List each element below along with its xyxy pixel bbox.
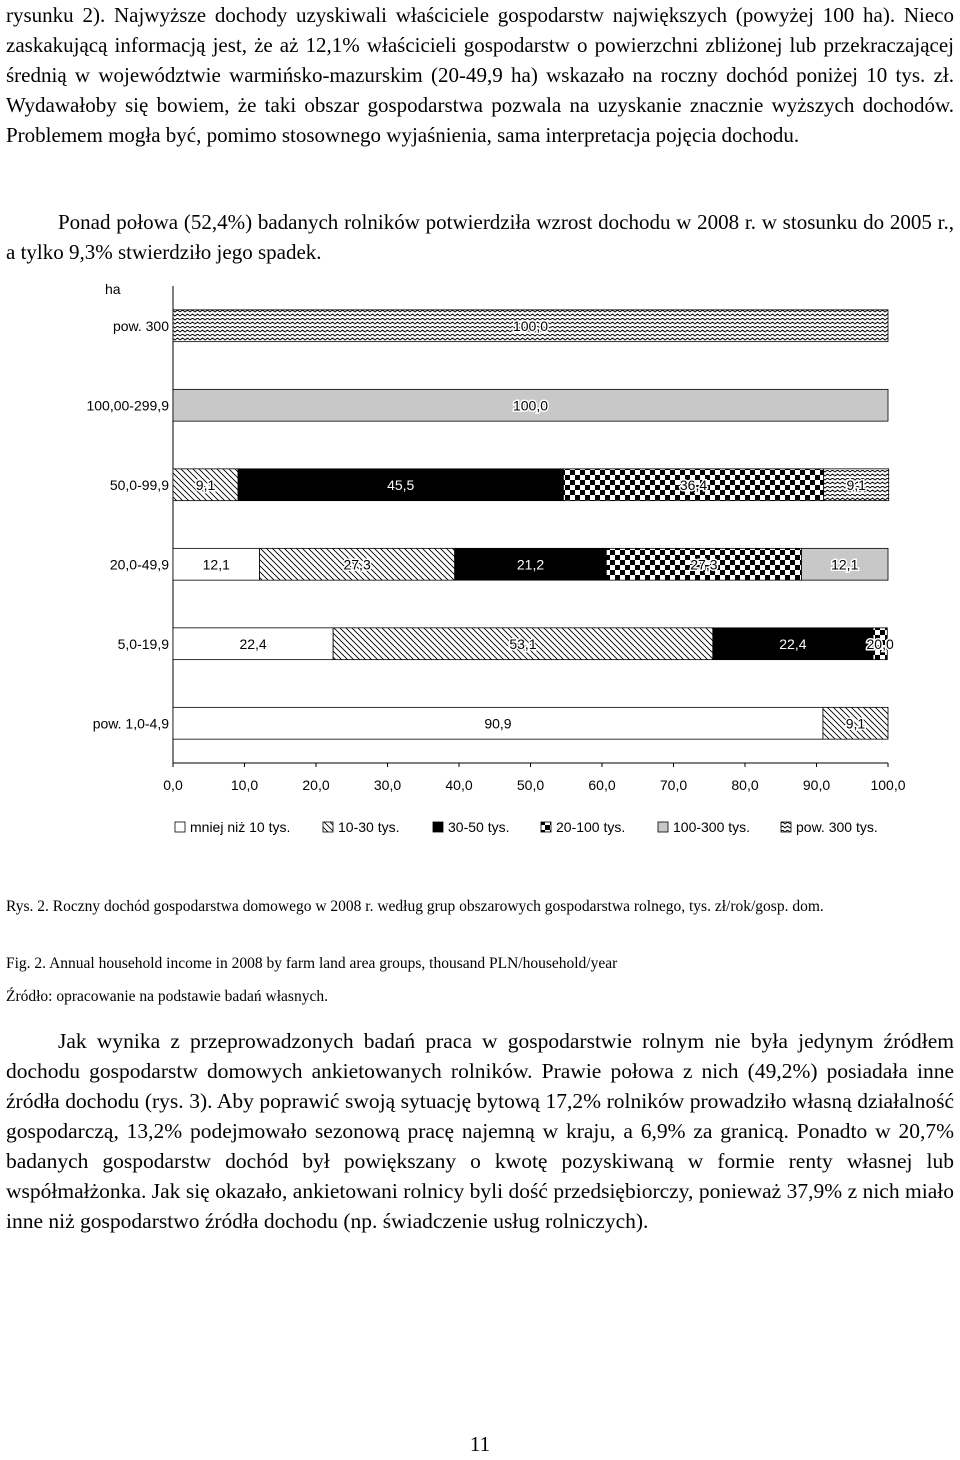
data-label: 53,1 [509,635,537,652]
x-tick-label: 60,0 [588,777,616,793]
data-label: 100,0 [512,397,549,414]
paragraph-1: rysunku 2). Najwyższe dochody uzyskiwali właściciele gospodarstw największych (powyżej 100 ha). Nieco zaskakującą informacją jest, że aż 12,1% właścicieli gospodarstw o powierzchni zbliżonej lub przekraczającej średnią w województwie warmińsko-mazurskim (20-49,9 ha) wskazało na roczny dochód poniżej 10 tys. zł. Wydawałoby się bowiem, że taki obszar gospodarstwa pozwala na uzyskanie znacznie wyższych dochodów. Problemem mogła być, pomimo stosownego wyjaśnienia, sama interpretacja pojęcia dochodu. [6,3,954,147]
data-label: 9,1 [845,715,866,732]
data-label: 27,3 [343,556,371,573]
x-tick-label: 40,0 [445,777,473,793]
category-label: pow. 300 [112,317,169,334]
category-label: 50,0-99,9 [109,476,169,493]
legend-swatch [175,822,185,832]
figure-source: Źródło: opracowanie na podstawie badań własnych. [6,988,328,1005]
x-tick-label: 0,0 [163,777,183,793]
category-label: 20,0-49,9 [109,556,169,573]
x-tick-label: 10,0 [230,777,259,793]
category-label: pow. 1,0-4,9 [92,715,169,732]
legend-swatch [658,822,668,832]
data-label: 9,1 [846,476,866,493]
data-label: 20,0 [866,635,894,652]
legend-label: pow. 300 tys. [796,819,878,835]
x-tick-label: 80,0 [731,777,759,793]
data-label: 100,0 [512,317,549,334]
legend-label: 10-30 tys. [338,819,400,835]
legend-label: mniej niż 10 tys. [190,819,291,835]
legend-swatch [433,822,443,832]
data-label: 27,3 [690,556,718,573]
data-label: 90,9 [484,715,512,732]
figure-caption-en: Fig. 2. Annual household income in 2008 by farm land area groups, thousand PLN/household/year [6,955,618,972]
income-chart [0,270,960,870]
paragraph-3: Jak wynika z przeprowadzonych badań praca w gospodarstwie rolnym nie była jedynym źródłem dochodu gospodarstw domowych ankietowanych rolników. Prawie połowa z nich (49,2%) posiadała inne źródła dochodu (rys. 3). Aby poprawić swoją sytuację bytową 17,2% rolników prowadziło własną działalność gospodarczą, 13,2% podejmowało sezonową pracę najemną w kraju, a 6,9% za granicą. Ponadto w 20,7% badanych gospodarstw dochód był powiększany o kwotę pozyskiwaną w formie renty własnej lub współmałżonka. Jak się okazało, ankietowani rolnicy byli dość przedsiębiorczy, ponieważ 37,9% z nich miało inne niż gospodarstwo źródła dochodu (np. świadczenie usług rolniczych). [6,1029,954,1233]
y-axis-label: ha [105,281,121,297]
legend-swatch [323,822,333,832]
x-tick-label: 100,0 [870,777,906,793]
data-label: 21,2 [516,556,545,573]
legend-label: 20-100 tys. [556,819,626,835]
data-label: 45,5 [387,476,415,493]
data-label: 22,4 [239,635,267,652]
legend-swatch [541,822,551,832]
figure-caption-pl: Rys. 2. Roczny dochód gospodarstwa domowego w 2008 r. według grup obszarowych gospodarstwa rolnego, tys. zł/rok/gosp. dom. [6,898,824,915]
x-tick-label: 30,0 [373,777,402,793]
paragraph-2: Ponad połowa (52,4%) badanych rolników potwierdziła wzrost dochodu w 2008 r. w stosunku do 2005 r., a tylko 9,3% stwierdziło jego spadek. [6,210,954,264]
x-tick-label: 90,0 [802,777,831,793]
x-tick-label: 50,0 [516,777,545,793]
data-label: 12,1 [202,556,230,573]
category-label: 5,0-19,9 [117,635,169,652]
x-tick-label: 70,0 [659,777,688,793]
data-label: 36,4 [679,476,708,493]
data-label: 12,1 [831,556,859,573]
legend-label: 100-300 tys. [673,819,751,835]
page-number: 11 [469,1432,491,1456]
data-label: 22,4 [779,635,807,652]
x-tick-label: 20,0 [302,777,330,793]
legend-swatch [781,822,791,832]
legend-label: 30-50 tys. [448,819,510,835]
data-label: 9,1 [195,476,216,493]
category-label: 100,00-299,9 [86,397,169,414]
